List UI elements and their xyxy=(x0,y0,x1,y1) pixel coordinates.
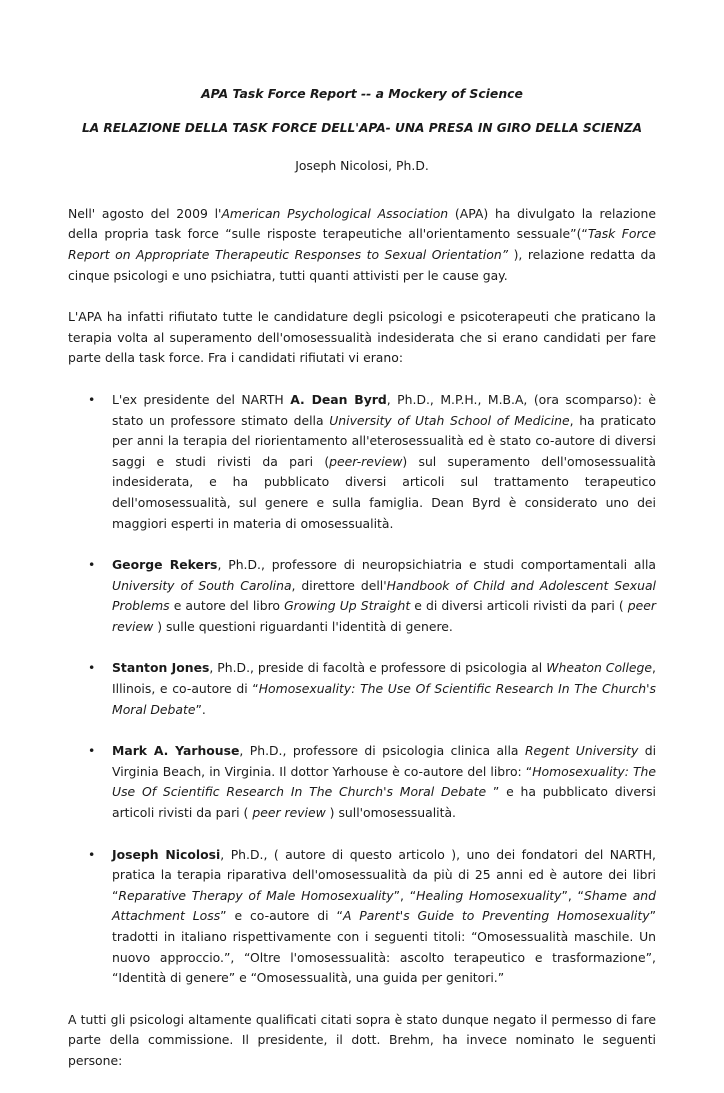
candidate-list xyxy=(68,390,656,989)
text-run: , Ph.D., M.P.H., M.B.A, (ora scomparso): è stato un professore stimato della xyxy=(112,391,656,428)
document-page xyxy=(68,84,656,1093)
bullet-icon: • xyxy=(88,743,96,759)
text-run: ) sul superamento dell'omosessualità indesiderata, e ha pubblicato diversi articoli sul trattamento terapeutico dell'omosessualità, sul genere e sulla famiglia. Dean Byrd è considerato uno dei maggiori esperti in materia di omosessualità. xyxy=(112,453,657,531)
list-item-byrd xyxy=(68,390,656,534)
bold-name: A. Dean Byrd xyxy=(290,391,387,407)
paragraph-rejected-candidates: L'APA ha infatti rifiutato tutte le candidature degli psicologi e psicoterapeuti che praticano la terapia volta al superamento dell'omosessualità indesiderata che si erano candidati per fare parte della task force. Fra i candidati rifiutati vi erano: xyxy=(68,309,656,366)
bold-name: George Rekers xyxy=(112,557,218,573)
bullet-icon: • xyxy=(88,660,96,676)
list-item-jones xyxy=(68,658,656,720)
italic-run: American Psychological Association xyxy=(221,205,449,221)
text-run: (APA) ha divulgato la relazione della propria task force “sulle risposte terapeutiche all'orientamento sessuale”(“ xyxy=(68,205,656,242)
text-run: Nell' agosto del 2009 l' xyxy=(68,205,222,221)
text-run: ” tradotti in italiano rispettivamente con i seguenti titoli: “Omosessualità maschile. Un nuovo approccio.”, “Oltre l'omosessualità: ascolto terapeutico e trasformazione”, “Identità di genere” e “Omosessualità, una guida per genitori.” xyxy=(112,908,656,986)
text-run: , Ph.D., professore di neuropsichiatria e studi comportamentali alla xyxy=(217,557,656,573)
bullet-icon: • xyxy=(88,391,96,407)
text-run: , ha praticato per anni la terapia del riorientamento all'eterosessualità ed è stato co-autore di diversi saggi e studi rivisti da pari ( xyxy=(112,412,657,469)
author-line: Joseph Nicolosi, Ph.D. xyxy=(295,158,429,174)
italic-run: A Parent's Guide to Preventing Homosexuality xyxy=(342,908,650,924)
text-run: , Ph.D., professore di psicologia clinica alla xyxy=(239,743,525,759)
text-run: ” e co-autore di “ xyxy=(220,908,343,924)
text-run: e autore del libro xyxy=(169,598,285,614)
bullet-icon: • xyxy=(88,557,96,573)
title-english: APA Task Force Report -- a Mockery of Science xyxy=(201,86,523,101)
text-run: ), relazione redatta da cinque psicologi e uno psichiatra, tutti quanti attivisti per le cause gay. xyxy=(68,246,656,283)
text-run: ”, “ xyxy=(393,887,417,903)
list-item-rekers xyxy=(68,555,656,637)
italic-run: peer review xyxy=(112,598,656,634)
paragraph-intro xyxy=(68,204,656,286)
text-run: , direttore dell' xyxy=(291,577,387,593)
italic-run: Homosexuality: The Use Of Scientific Research In The Church's Moral Debate xyxy=(112,763,656,800)
text-run: di Virginia Beach, in Virginia. Il dottor Yarhouse è co-autore del libro: “ xyxy=(112,743,657,779)
text-run: e di diversi articoli rivisti da pari ( xyxy=(410,598,628,614)
italic-run: Reparative Therapy of Male Homosexuality xyxy=(118,887,394,903)
italic-run: Shame and Attachment Loss xyxy=(112,887,656,924)
italic-run: peer-review xyxy=(329,453,403,469)
paragraph-conclusion: A tutti gli psicologi altamente qualificati citati sopra è stato dunque negato il permesso di fare parte della commissione. Il presidente, il dott. Brehm, ha invece nominato le seguenti persone: xyxy=(68,1011,656,1068)
text-run: , Ph.D., ( autore di questo articolo ), uno dei fondatori del NARTH, pratica la terapia riparativa dell'omosessualità da più di 25 anni ed è autore dei libri “ xyxy=(112,846,656,903)
italic-run: University of South Carolina xyxy=(112,577,292,593)
italic-run: peer review xyxy=(252,805,326,821)
italic-run: Task Force Report on Appropriate Therapeutic Responses to Sexual Orientation” xyxy=(68,226,656,262)
text-run: ) sulle questioni riguardanti l'identità di genere. xyxy=(153,618,453,634)
text-run: ” e ha pubblicato diversi articoli rivisti da pari ( xyxy=(112,784,656,821)
italic-run: University of Utah School of Medicine xyxy=(329,412,570,428)
text-run: L'ex presidente del NARTH xyxy=(112,391,291,407)
text-run: , Ph.D., preside di facoltà e professore di psicologia al xyxy=(209,660,547,676)
italic-run: Growing Up Straight xyxy=(284,598,411,614)
title-italian: LA RELAZIONE DELLA TASK FORCE DELL'APA- UNA PRESA IN GIRO DELLA SCIENZA xyxy=(81,120,643,135)
text-run: ”. xyxy=(195,701,206,717)
italic-run: Homosexuality: The Use Of Scientific Research In The Church's Moral Debate xyxy=(112,681,657,717)
list-item-nicolosi xyxy=(68,845,656,989)
italic-run: Regent University xyxy=(524,743,639,759)
bold-name: Mark A. Yarhouse xyxy=(112,743,240,759)
text-run: , Illinois, e co-autore di “ xyxy=(112,660,656,697)
list-item-yarhouse xyxy=(68,741,656,823)
italic-run: Handbook of Child and Adolescent Sexual Problems xyxy=(112,577,657,614)
text-run: ”, “ xyxy=(561,887,584,903)
italic-run: Healing Homosexuality xyxy=(416,887,562,903)
text-run: ) sull'omosessualità. xyxy=(325,805,456,821)
bullet-icon: • xyxy=(88,846,96,862)
italic-run: Wheaton College xyxy=(546,660,653,676)
bold-name: Stanton Jones xyxy=(112,660,210,676)
bold-name: Joseph Nicolosi xyxy=(112,846,221,862)
